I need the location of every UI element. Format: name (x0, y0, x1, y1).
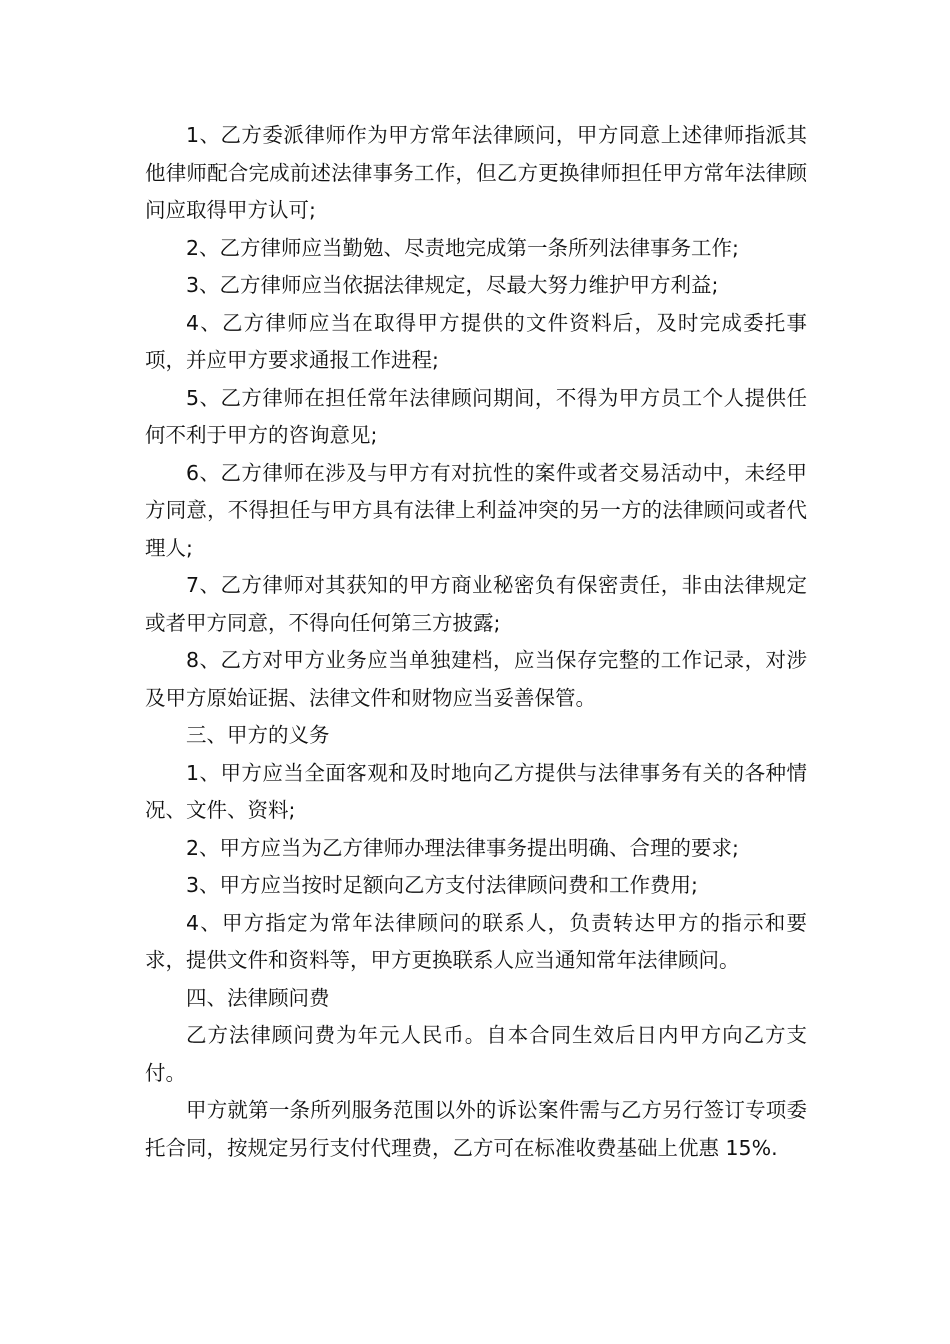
paragraph-obligation-b-5: 5、乙方律师在担任常年法律顾问期间，不得为甲方员工个人提供任何不利于甲方的咨询意见; (145, 385, 807, 447)
paragraph-obligation-b-1: 1、乙方委派律师作为甲方常年法律顾问，甲方同意上述律师指派其他律师配合完成前述法律事务工作，但乙方更换律师担任甲方常年法律顾问应取得甲方认可; (145, 123, 807, 222)
paragraph-obligation-b-6: 6、乙方律师在涉及与甲方有对抗性的案件或者交易活动中，未经甲方同意，不得担任与甲方具有法律上利益冲突的另一方的法律顾问或者代理人; (145, 460, 807, 560)
paragraph-obligation-b-7: 7、乙方律师对其获知的甲方商业秘密负有保密责任，非由法律规定或者甲方同意，不得向任何第三方披露; (145, 573, 807, 635)
paragraph-obligation-b-2: 2、乙方律师应当勤勉、尽责地完成第一条所列法律事务工作; (186, 235, 739, 260)
paragraph-obligation-b-4: 4、乙方律师应当在取得甲方提供的文件资料后，及时完成委托事项，并应甲方要求通报工作进程; (145, 310, 807, 372)
paragraph-obligation-b-3: 3、乙方律师应当依据法律规定，尽最大努力维护甲方利益; (186, 273, 719, 297)
paragraph-obligation-a-1: 1、甲方应当全面客观和及时地向乙方提供与法律事务有关的各种情况、文件、资料; (145, 760, 807, 822)
paragraph-obligation-a-4: 4、甲方指定为常年法律顾问的联系人，负责转达甲方的指示和要求，提供文件和资料等，甲方更换联系人应当通知常年法律顾问。 (145, 910, 807, 972)
paragraph-fee-amount: 乙方法律顾问费为年元人民币。自本合同生效后日内甲方向乙方支付。 (145, 1023, 807, 1085)
section-heading-legal-fees: 四、法律顾问费 (186, 985, 330, 1010)
paragraph-obligation-a-2: 2、甲方应当为乙方律师办理法律事务提出明确、合理的要求; (186, 835, 739, 860)
section-heading-party-a-obligations: 三、甲方的义务 (186, 723, 330, 747)
paragraph-obligation-a-3: 3、甲方应当按时足额向乙方支付法律顾问费和工作费用; (186, 873, 698, 897)
paragraph-obligation-b-8: 8、乙方对甲方业务应当单独建档，应当保存完整的工作记录，对涉及甲方原始证据、法律文件和财物应当妥善保管。 (145, 648, 807, 710)
paragraph-fee-discount: 甲方就第一条所列服务范围以外的诉讼案件需与乙方另行签订专项委托合同，按规定另行支付代理费，乙方可在标准收费基础上优惠 15%. (145, 1098, 807, 1160)
document-body (145, 117, 807, 1167)
